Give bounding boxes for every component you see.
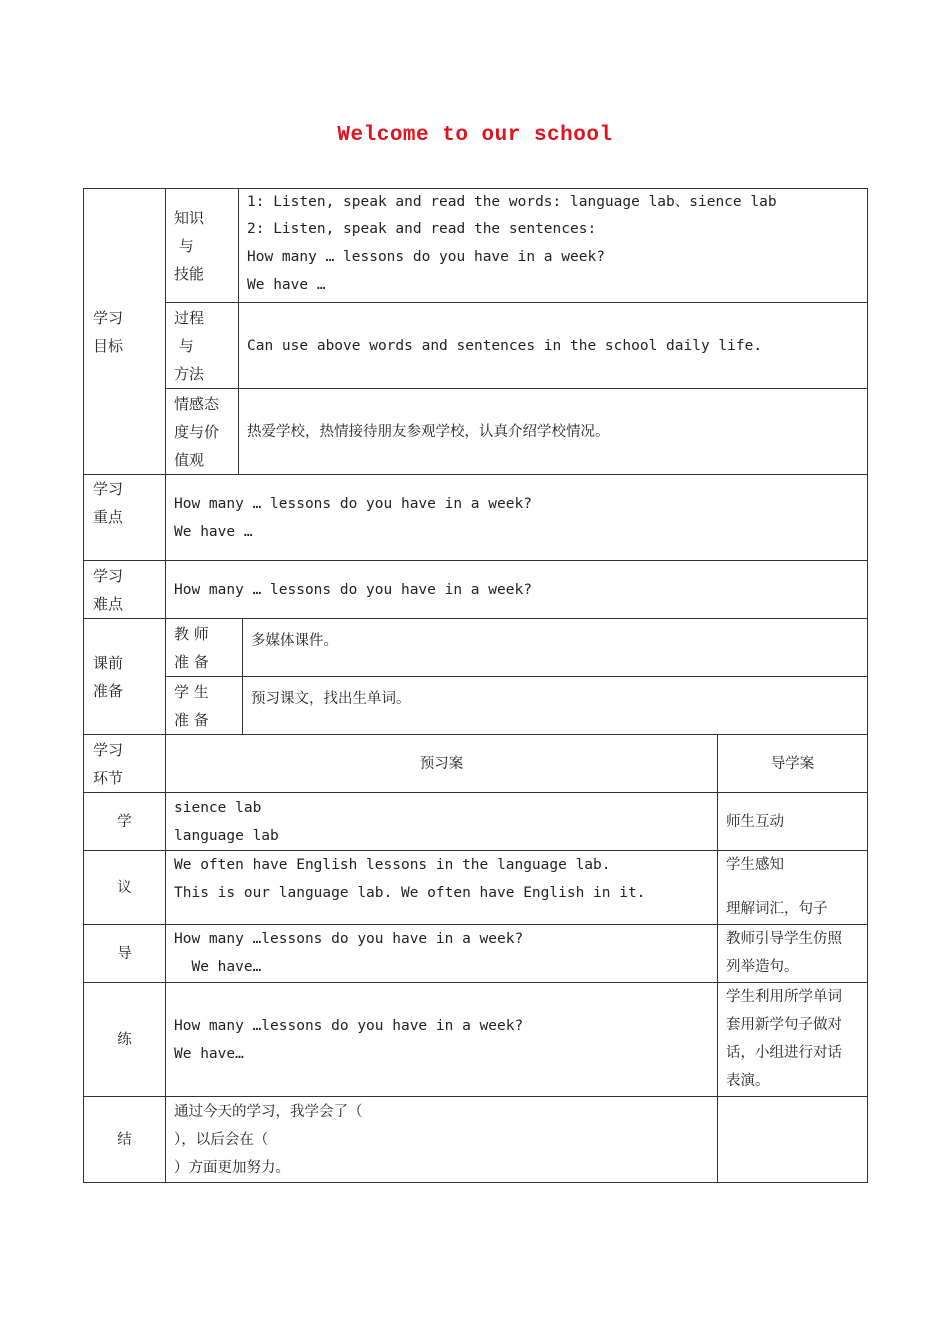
- difficulties-content: How many … lessons do you have in a week?: [166, 561, 868, 619]
- header-preview: 预习案: [166, 735, 718, 793]
- row-emotion: [84, 389, 868, 475]
- step-learn-guide: 师生互动: [718, 793, 868, 851]
- key-points-content: How many … lessons do you have in a week? We have …: [166, 475, 868, 561]
- label-steps: 学习 环节: [84, 735, 166, 793]
- label-key-points: 学习 重点: [84, 475, 166, 561]
- stage-guide: 导: [84, 925, 166, 983]
- lesson-plan-table: [83, 188, 868, 1183]
- step-learn-content: sience lab language lab: [166, 793, 718, 851]
- label-preparation: 课前 准备: [84, 619, 166, 735]
- knowledge-content: 1: Listen, speak and read the words: language lab、sience lab 2: Listen, speak and read the sentences: How many … lessons do you have in a week? We have …: [239, 189, 868, 303]
- row-step-summary: [84, 1097, 868, 1183]
- step-summary-guide: [718, 1097, 868, 1183]
- label-student-prep: 学 生 准 备: [166, 677, 243, 735]
- row-step-guide: [84, 925, 868, 983]
- step-practice-guide: 学生利用所学单词 套用新学句子做对 话，小组进行对话 表演。: [718, 983, 868, 1097]
- row-steps-header: [84, 735, 868, 793]
- step-summary-content: 通过今天的学习，我学会了（ ），以后会在（ ）方面更加努力。: [166, 1097, 718, 1183]
- row-knowledge: [84, 189, 868, 303]
- stage-practice: 练: [84, 983, 166, 1097]
- row-teacher-prep: [84, 619, 868, 677]
- step-guide-guide: 教师引导学生仿照 列举造句。: [718, 925, 868, 983]
- label-teacher-prep: 教 师 准 备: [166, 619, 243, 677]
- label-emotion-values: 情感态 度与价 值观: [166, 389, 239, 475]
- student-prep-content: 预习课文，找出生单词。: [243, 677, 868, 735]
- step-practice-content: How many …lessons do you have in a week? We have…: [166, 983, 718, 1097]
- row-key-points: [84, 475, 868, 561]
- row-process: [84, 303, 868, 389]
- emotion-content: 热爱学校，热情接待朋友参观学校，认真介绍学校情况。: [239, 389, 868, 475]
- row-difficulties: [84, 561, 868, 619]
- row-step-discuss: [84, 851, 868, 925]
- header-guide: 导学案: [718, 735, 868, 793]
- teacher-prep-content: 多媒体课件。: [243, 619, 868, 677]
- process-content: Can use above words and sentences in the school daily life.: [239, 303, 868, 389]
- stage-summary: 结: [84, 1097, 166, 1183]
- label-difficulties: 学习 难点: [84, 561, 166, 619]
- step-discuss-content: We often have English lessons in the language lab. This is our language lab. We often have English in it.: [166, 851, 718, 925]
- stage-discuss: 议: [84, 851, 166, 925]
- label-process-method: 过程 与 方法: [166, 303, 239, 389]
- label-knowledge-skills: 知识 与 技能: [166, 189, 239, 303]
- row-student-prep: [84, 677, 868, 735]
- label-objectives: 学习 目标: [84, 189, 166, 475]
- row-step-learn: [84, 793, 868, 851]
- document-title: Welcome to our school: [337, 124, 613, 147]
- step-discuss-guide: 学生感知 理解词汇，句子: [718, 851, 868, 925]
- stage-learn: 学: [84, 793, 166, 851]
- row-step-practice: [84, 983, 868, 1097]
- step-guide-content: How many …lessons do you have in a week? We have…: [166, 925, 718, 983]
